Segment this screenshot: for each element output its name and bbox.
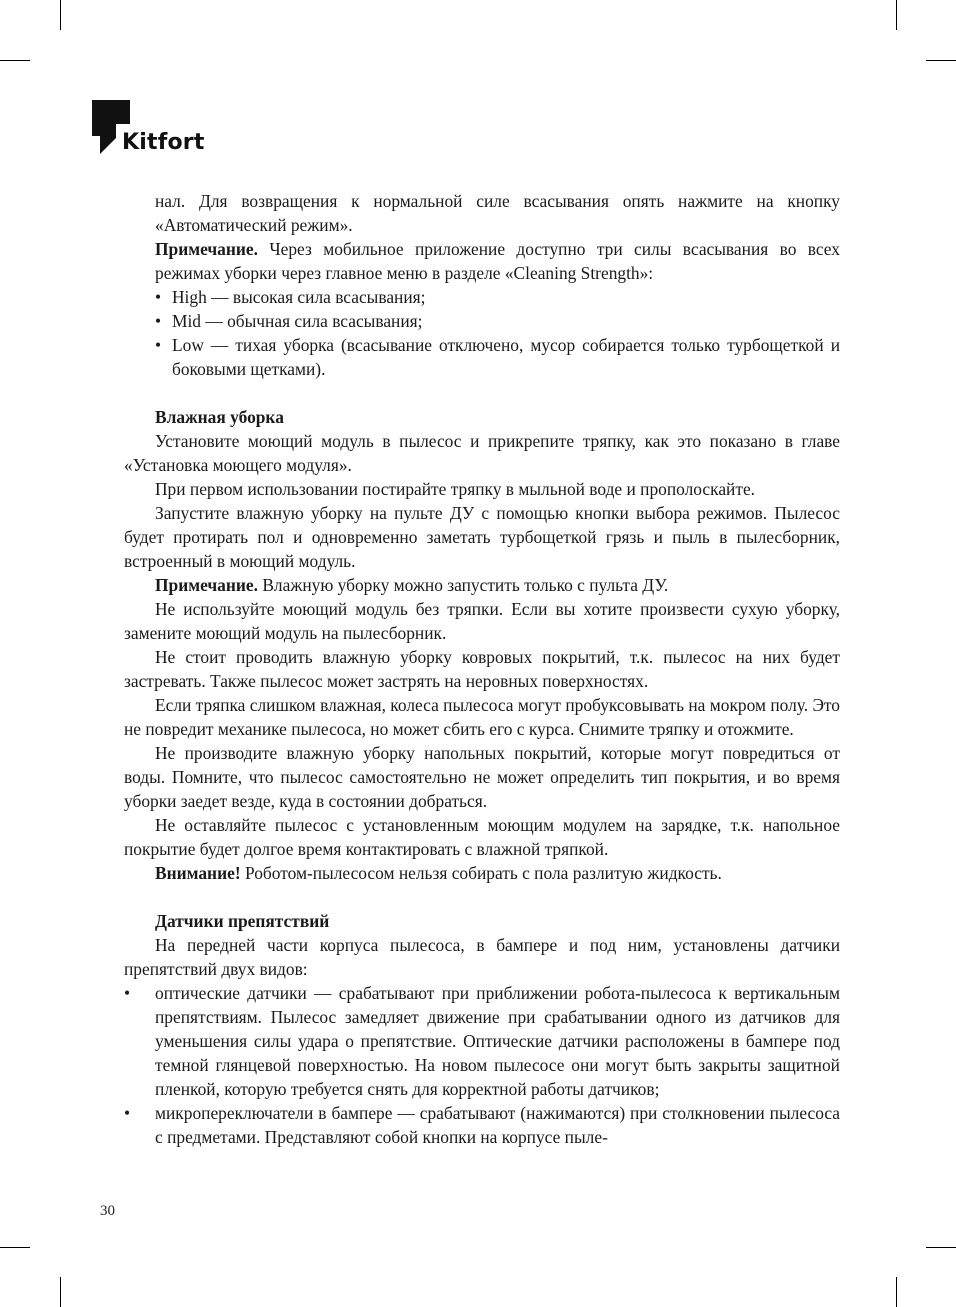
section-heading: Влажная уборка — [155, 407, 284, 427]
paragraph: Если тряпка слишком влажная, колеса пылесоса могут пробуксовывать на мокром полу. Это не повредит механике пылесоса, но может сбить его с курса. Снимите тряпку и отожмите. — [124, 695, 840, 739]
crop-mark-top-left — [60, 0, 61, 30]
brand-name: Kitfort — [122, 130, 205, 155]
note-label: Примечание. — [155, 575, 258, 595]
note-text: Через мобильное приложение доступно три силы всасывания во всех режимах уборки через главное меню в разделе «Cleaning Strength»: — [155, 239, 840, 283]
list-item — [124, 333, 840, 381]
paragraph: На передней части корпуса пылесоса, в бампере и под ним, установлены датчики препятствий двух видов: — [124, 935, 840, 979]
section-heading: Датчики препятствий — [155, 911, 330, 931]
note-label: Примечание. — [155, 239, 258, 259]
paragraph: При первом использовании постирайте тряпку в мыльной воде и прополоскайте. — [155, 479, 756, 499]
paragraph: Не используйте моющий модуль без тряпки. Если вы хотите произвести сухую уборку, замените моющий модуль на пылесборник. — [124, 599, 840, 643]
crop-mark-top-right-h — [926, 60, 956, 61]
list-item-text: Low — тихая уборка (всасывание отключено, мусор собирается только турбощеткой и боковыми щетками). — [172, 335, 840, 379]
list-item-text: оптические датчики — срабатывают при приближении робота-пылесоса к вертикальным препятствиям. Пылесос замедляет движение при срабатывании одного из датчиков для уменьшения силы удара о препятствие. Оптические датчики расположены в бампере под темной глянцевой поверхностью. На новом пылесосе они могут быть закрыты защитной пленкой, которую требуется снять для корректной работы датчиков; — [155, 983, 840, 1099]
note-paragraph — [124, 573, 840, 597]
list-item — [124, 309, 840, 333]
paragraph: Не производите влажную уборку напольных покрытий, которые могут повредиться от воды. Помните, что пылесос самостоятельно не может определить тип покрытия, и во время уборки заедет везде, куда в состоянии добраться. — [124, 743, 840, 811]
warning-paragraph — [124, 861, 840, 885]
list-item-text: Mid — обычная сила всасывания; — [172, 311, 423, 331]
paragraph: Установите моющий модуль в пылесос и прикрепите тряпку, как это показано в главе «Установка моющего модуля». — [124, 431, 840, 475]
list-item-text: микропереключатели в бампере — срабатывают (нажимаются) при столкновении пылесоса с предметами. Представляют собой кнопки на корпусе пыле- — [155, 1103, 840, 1147]
crop-mark-top-left-h — [0, 60, 30, 61]
paragraph: Не оставляйте пылесос с установленным моющим модулем на зарядке, т.к. напольное покрытие будет долгое время контактировать с влажной тряпкой. — [124, 815, 840, 859]
list-item — [124, 1101, 840, 1149]
crop-mark-bottom-left — [60, 1277, 61, 1307]
paragraph: Запустите влажную уборку на пульте ДУ с помощью кнопки выбора режимов. Пылесос будет протирать пол и одновременно заметать турбощеткой грязь и пыль в пылесборник, встроенный в моющий модуль. — [124, 503, 840, 571]
note-paragraph — [124, 237, 840, 285]
note-text: Влажную уборку можно запустить только с пульта ДУ. — [257, 575, 669, 595]
crop-mark-bottom-left-h — [0, 1247, 30, 1248]
crop-mark-bottom-right-h — [926, 1247, 956, 1248]
bullet: • — [124, 983, 131, 1003]
warning-text: Роботом-пылесосом нельзя собирать с пола разлитую жидкость. — [240, 863, 722, 883]
list-item-text: High — высокая сила всасывания; — [172, 287, 426, 307]
list-item — [124, 285, 840, 309]
bullet: • — [124, 1103, 131, 1123]
crop-mark-bottom-right — [896, 1277, 897, 1307]
warning-label: Внимание! — [155, 863, 241, 883]
crop-mark-top-right — [896, 0, 897, 30]
bullet: • — [155, 311, 162, 331]
paragraph: Не стоит проводить влажную уборку ковровых покрытий, т.к. пылесос на них будет застревать. Также пылесос может застрять на неровных поверхностях. — [124, 647, 840, 691]
page-content — [124, 189, 840, 1149]
paragraph: нал. Для возвращения к нормальной силе всасывания опять нажмите на кнопку «Автоматический режим». — [155, 191, 840, 235]
bullet: • — [155, 287, 162, 307]
brand-logo — [92, 100, 212, 160]
list-item — [124, 981, 840, 1101]
bullet: • — [155, 335, 162, 355]
page-number: 30 — [100, 1203, 115, 1219]
